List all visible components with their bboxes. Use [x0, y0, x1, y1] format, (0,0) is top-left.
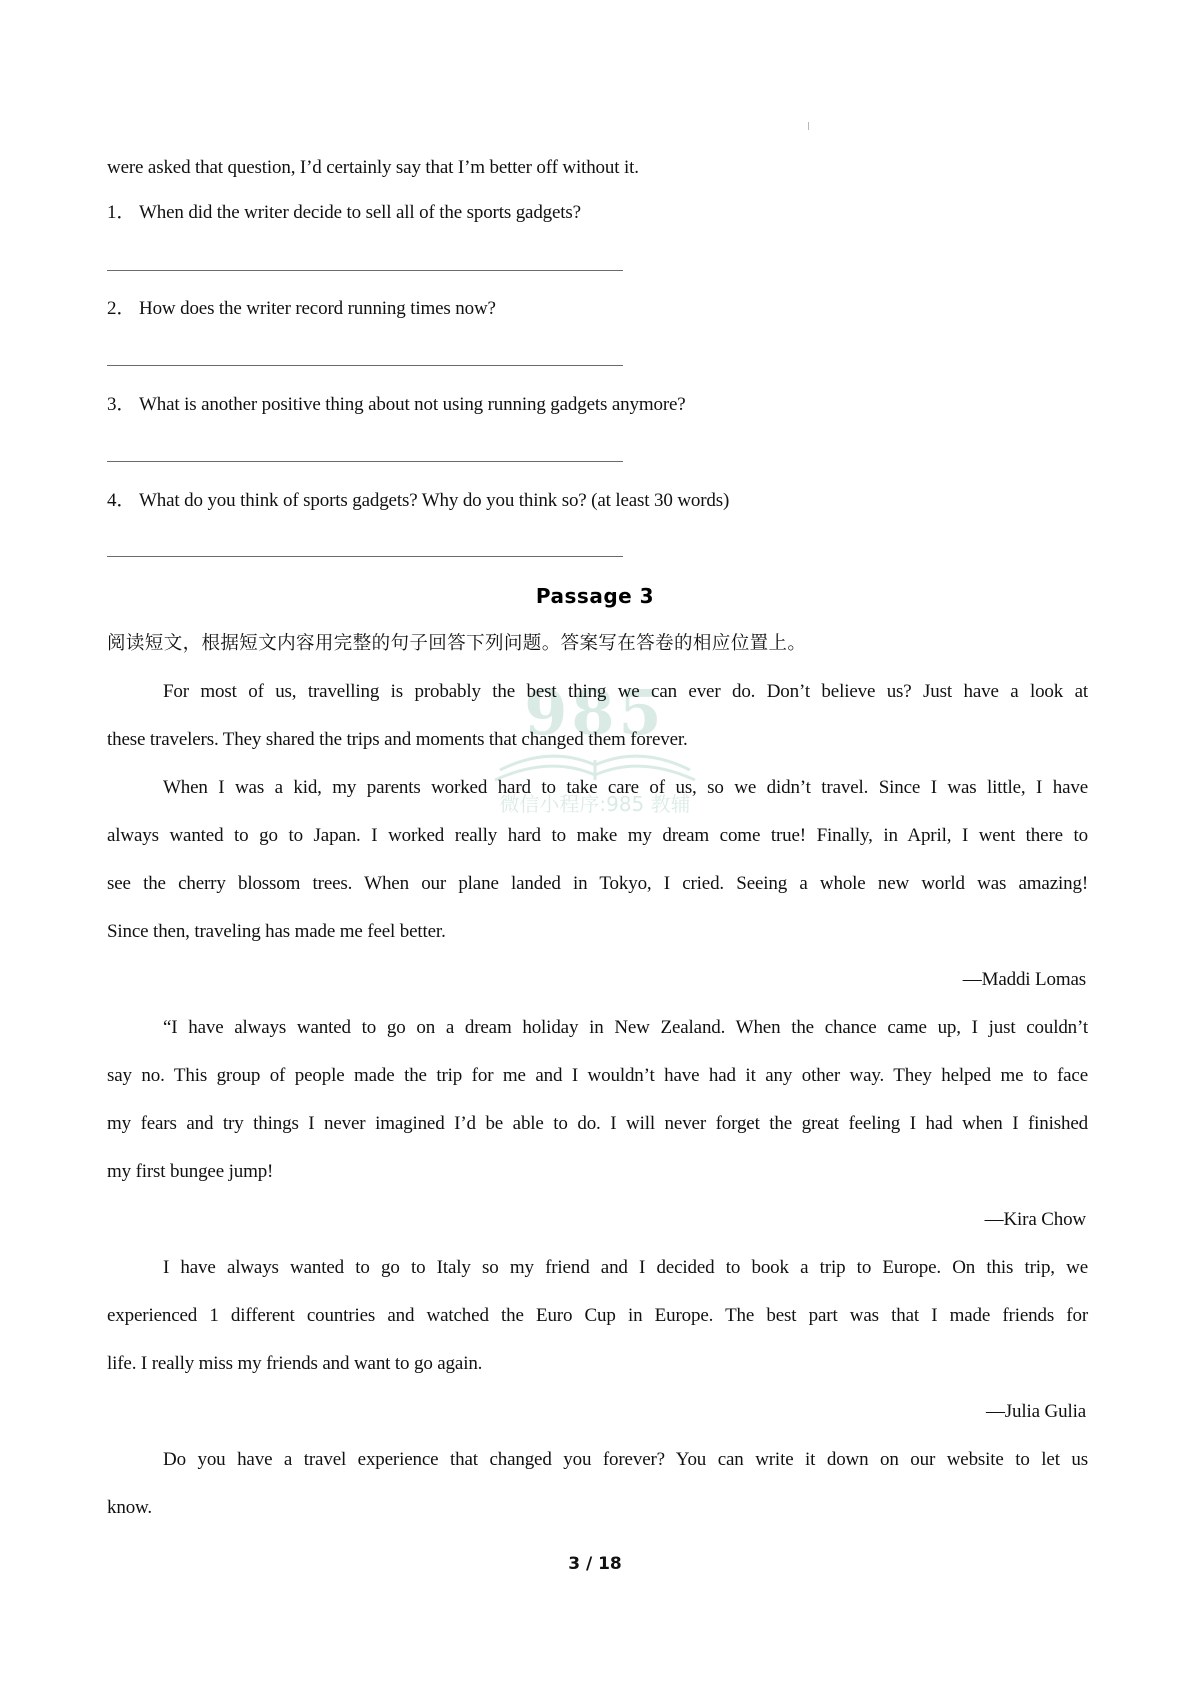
- watermark-caption: 微信小程序:985 教辅: [499, 792, 691, 816]
- answer-line-2[interactable]: [107, 365, 623, 366]
- question-number: 2．: [107, 298, 136, 319]
- question-number: 1．: [107, 202, 136, 223]
- passage-line: I have always wanted to go to Italy so my friend and I decided to book a trip to Europe. On this trip, we: [163, 1257, 1088, 1278]
- author-signature: —Maddi Lomas: [962, 969, 1086, 990]
- question-3: [107, 393, 686, 417]
- passage-line: say no. This group of people made the trip for me and I wouldn’t have had it any other way. They helped me to face: [107, 1065, 1088, 1086]
- author-signature: —Kira Chow: [984, 1209, 1086, 1230]
- passage-line: life. I really miss my friends and want to go again.: [107, 1353, 483, 1374]
- passage-line: know.: [107, 1497, 152, 1518]
- question-text: When did the writer decide to sell all of the sports gadgets?: [139, 202, 581, 223]
- question-text: What do you think of sports gadgets? Why do you think so? (at least 30 words): [139, 490, 730, 511]
- passage-line: “I have always wanted to go on a dream holiday in New Zealand. When the chance came up, I just couldn’t: [163, 1017, 1088, 1038]
- watermark-number: 985: [524, 676, 666, 749]
- question-number: 3．: [107, 394, 136, 415]
- question-number: 4．: [107, 490, 136, 511]
- answer-line-3[interactable]: [107, 461, 623, 462]
- passage-line: Since then, traveling has made me feel better.: [107, 921, 446, 942]
- passage-title: Passage 3: [535, 584, 655, 608]
- passage-line: When I was a kid, my parents worked hard to take care of us, so we didn’t travel. Since I was little, I have: [163, 777, 1088, 798]
- passage-line: experienced 1 different countries and watched the Euro Cup in Europe. The best part was that I made friends for: [107, 1305, 1088, 1326]
- passage-line: see the cherry blossom trees. When our plane landed in Tokyo, I cried. Seeing a whole new world was amazing!: [107, 873, 1088, 894]
- passage-line: For most of us, travelling is probably the best thing we can ever do. Don’t believe us? Just have a look at: [163, 681, 1088, 702]
- author-signature: —Julia Gulia: [985, 1401, 1086, 1422]
- answer-line-1[interactable]: [107, 270, 623, 271]
- answer-line-4[interactable]: [107, 556, 623, 557]
- passage-line: these travelers. They shared the trips and moments that changed them forever.: [107, 729, 688, 750]
- passage-line: always wanted to go to Japan. I worked really hard to make my dream come true! Finally, in April, I went there to: [107, 825, 1088, 846]
- question-4: [107, 489, 729, 513]
- margin-mark: [808, 122, 809, 130]
- question-text: What is another positive thing about not using running gadgets anymore?: [139, 394, 686, 415]
- question-1: [107, 201, 581, 225]
- passage-line: my first bungee jump!: [107, 1161, 274, 1182]
- passage-line: Do you have a travel experience that changed you forever? You can write it down on our website to let us: [163, 1449, 1088, 1470]
- passage-line: my fears and try things I never imagined I’d be able to do. I will never forget the great feeling I had when I finished: [107, 1113, 1088, 1134]
- passage-instruction: 阅读短文，根据短文内容用完整的句子回答下列问题。答案写在答卷的相应位置上。: [107, 633, 807, 654]
- question-2: [107, 297, 496, 321]
- lead-in-text: were asked that question, I’d certainly say that I’m better off without it.: [107, 157, 639, 178]
- question-text: How does the writer record running times now?: [139, 298, 496, 319]
- page-number: 3 / 18: [568, 1554, 622, 1574]
